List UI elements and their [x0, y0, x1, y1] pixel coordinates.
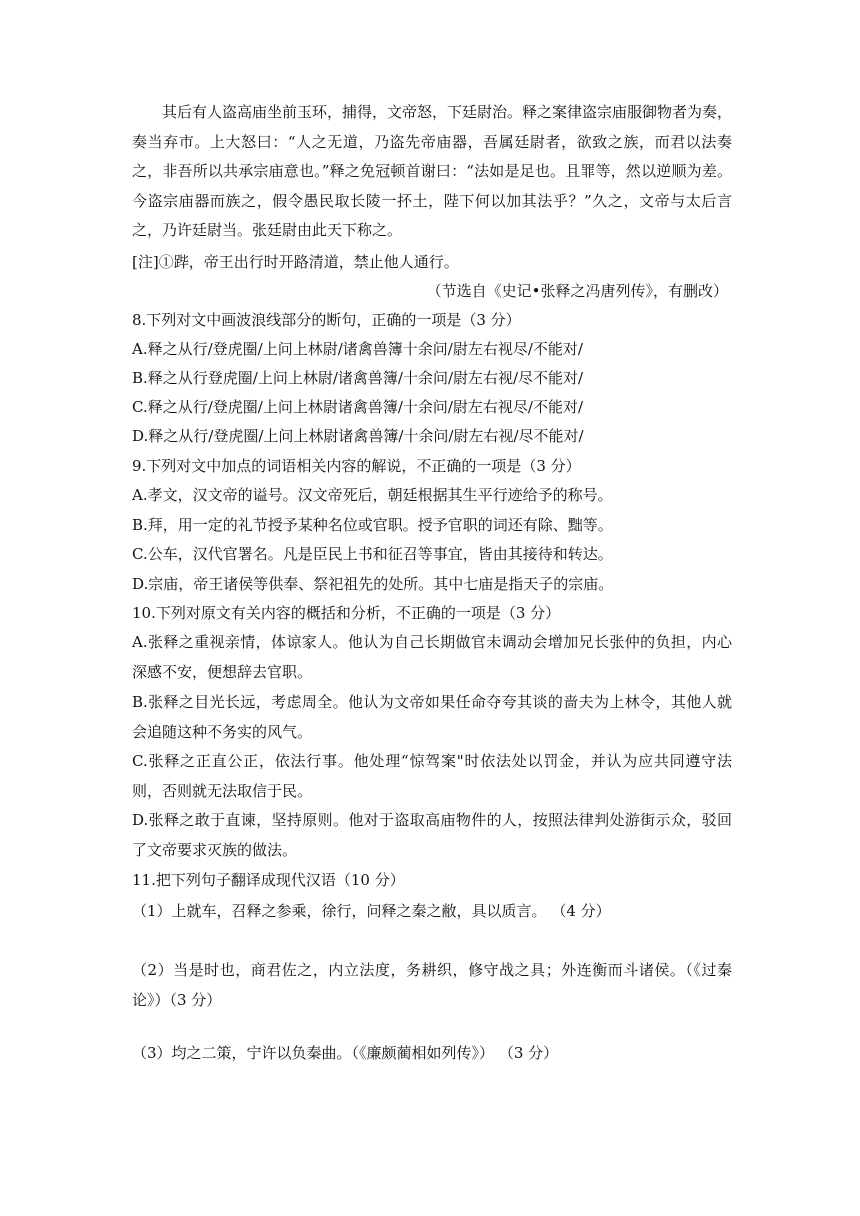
- question-11-stem: 11.把下列句子翻译成现代汉语（10 分）: [132, 871, 405, 889]
- question-10-option-d: D.张释之敢于直谏，坚持原则。他对于盗取高庙物件的人，按照法律判处游街示众，驳回了文帝要求灭族的做法。: [132, 811, 732, 859]
- question-8-option-a: A.释之从行/登虎圈/上问上林尉/诸禽兽簿十余问/尉左右视尽/不能对/: [132, 340, 583, 358]
- question-11-sentence-3: （3）均之二策，宁许以负秦曲。（《廉颇蔺相如列传》） （3 分）: [132, 1044, 559, 1062]
- question-8-stem: 8.下列对文中画波浪线部分的断句，正确的一项是（3 分）: [132, 311, 521, 329]
- question-9-option-c: C.公车，汉代官署名。凡是臣民上书和征召等事宜，皆由其接待和转达。: [132, 545, 613, 563]
- question-9-option-d: D.宗庙，帝王诸侯等供奉、祭祀祖先的处所。其中七庙是指天子的宗庙。: [132, 575, 614, 593]
- question-9-stem: 9.下列对文中加点的词语相关内容的解说，不正确的一项是（3 分）: [132, 457, 581, 475]
- question-10-option-a: A.张释之重视亲情，体谅家人。他认为自己长期做官未调动会增加兄长张仲的负担，内心深感不安，便想辞去官职。: [132, 633, 732, 681]
- question-11-sentence-2: （2）当是时也，商君佐之，内立法度，务耕织，修守战之具；外连衡而斗诸侯。（《过秦论》）（3 分）: [132, 961, 732, 1009]
- passage-paragraph: 其后有人盗高庙坐前玉环，捕得，文帝怒，下廷尉治。释之案律盗宗庙服御物者为奏，奏当弃市。上大怒曰：“人之无道，乃盗先帝庙器，吾属廷尉者，欲致之族，而君以法奏之，非吾所以共承宗庙意也。”释之免冠顿首谢曰：“法如是足也。且罪等，然以逆顺为差。今盗宗庙器而族之，假令愚民取长陵一抔土，陛下何以加其法乎？”久之，文帝与太后言之，乃许廷尉当。张廷尉由此天下称之。: [132, 103, 733, 239]
- passage-note: [注]①跸，帝王出行时开路清道，禁止他人通行。: [132, 253, 459, 271]
- question-9-option-b: B.拜，用一定的礼节授予某种名位或官职。授予官职的词还有除、黜等。: [132, 516, 613, 534]
- question-11-sentence-1: （1）上就车，召释之参乘，徐行，问释之秦之敝，具以质言。 （4 分）: [132, 902, 611, 920]
- passage-source: （节选自《史记•张释之冯唐列传》，有删改）: [426, 282, 728, 300]
- question-8-option-c: C.释之从行/登虎圈/上问上林尉诸禽兽簿/十余问/尉左右视尽/不能对/: [132, 398, 584, 416]
- question-10-option-b: B.张释之目光长远，考虑周全。他认为文帝如果任命夺夸其谈的啬夫为上林令，其他人就会追随这种不务实的风气。: [132, 693, 732, 741]
- question-9-option-a: A.孝文，汉文帝的谥号。汉文帝死后，朝廷根据其生平行迹给予的称号。: [132, 486, 613, 504]
- question-10-stem: 10.下列对原文有关内容的概括和分析，不正确的一项是（3 分）: [132, 604, 561, 622]
- question-8-option-d: D.释之从行/登虎圈/上问上林尉诸禽兽簿/十余问/尉左右视/尽不能对/: [132, 427, 584, 445]
- question-8-option-b: B.释之从行登虎圈/上问上林尉/诸禽兽簿/十余问/尉左右视/尽不能对/: [132, 369, 584, 387]
- question-10-option-c: C.张释之正直公正，依法行事。他处理“惊驾案"时依法处以罚金，并认为应共同遵守法则，否则就无法取信于民。: [132, 752, 732, 800]
